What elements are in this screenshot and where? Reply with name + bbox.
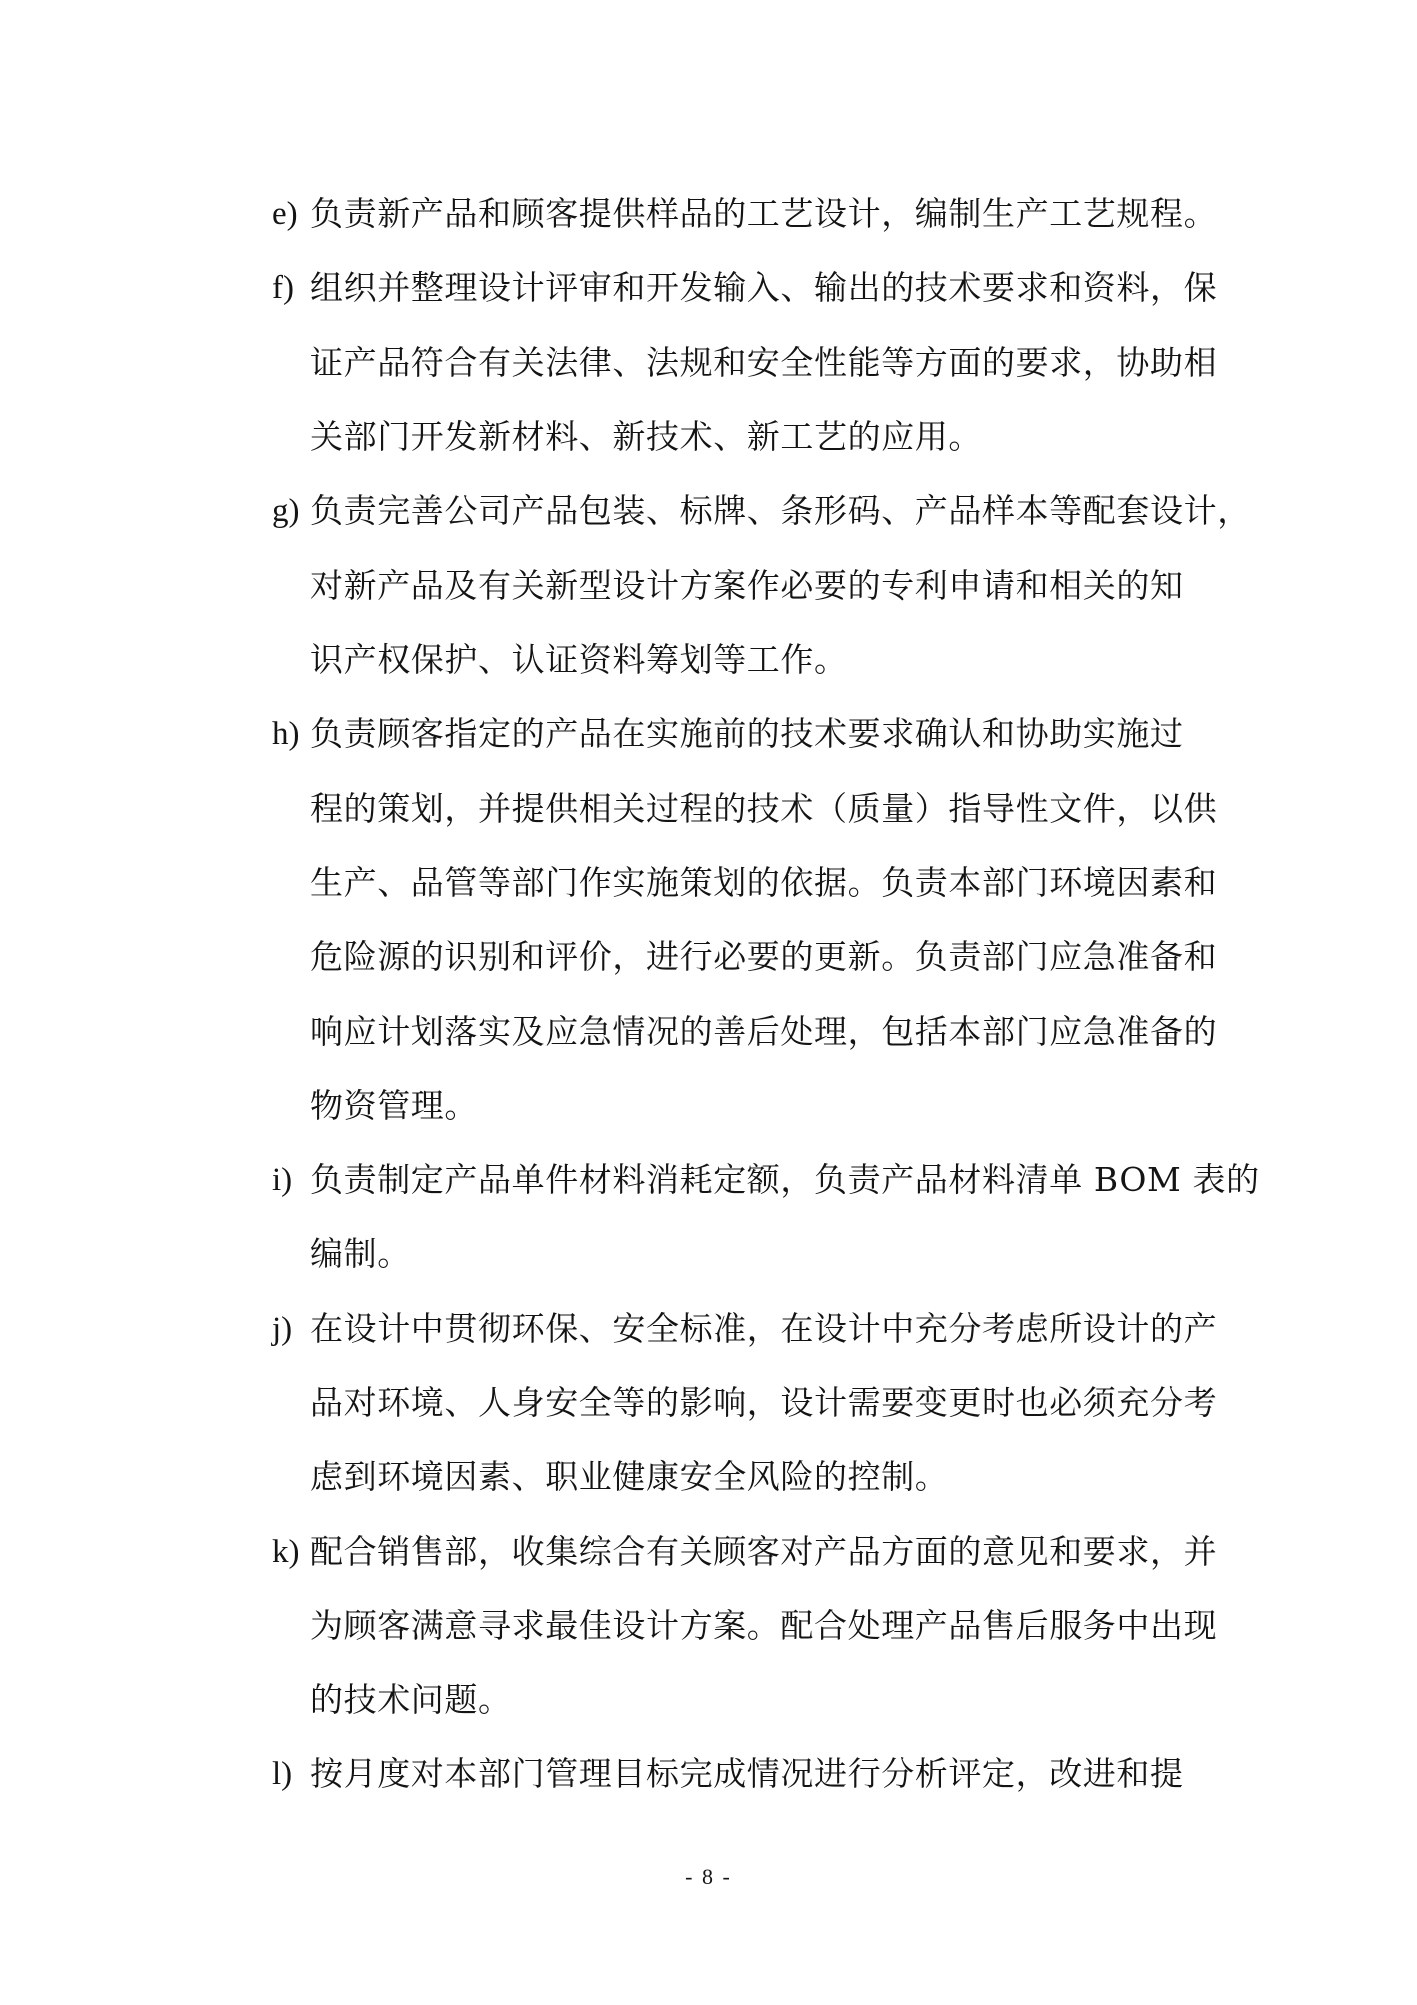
item-label-g: g) — [272, 493, 300, 529]
item-label-f: f) — [272, 270, 294, 306]
item-e-line-1: 负责新产品和顾客提供样品的工艺设计，编制生产工艺规程。 — [310, 194, 1218, 233]
item-label-e: e) — [272, 196, 298, 232]
item-h-line-5: 响应计划落实及应急情况的善后处理，包括本部门应急准备的 — [310, 1012, 1218, 1051]
item-k-line-2: 为顾客满意寻求最佳设计方案。配合处理产品售后服务中出现 — [310, 1606, 1218, 1645]
item-k-line-1: 配合销售部，收集综合有关顾客对产品方面的意见和要求，并 — [310, 1532, 1218, 1571]
item-h-line-3: 生产、品管等部门作实施策划的依据。负责本部门环境因素和 — [310, 863, 1218, 902]
item-label-h: h) — [272, 716, 300, 752]
item-f-line-3: 关部门开发新材料、新技术、新工艺的应用。 — [310, 417, 982, 456]
item-f-line-1: 组织并整理设计评审和开发输入、输出的技术要求和资料，保 — [310, 268, 1218, 307]
item-label-l: l) — [272, 1756, 293, 1792]
item-label-j: j) — [272, 1311, 293, 1347]
item-label-k: k) — [272, 1534, 300, 1570]
item-j-line-2: 品对环境、人身安全等的影响，设计需要变更时也必须充分考 — [310, 1383, 1218, 1422]
item-j-line-1: 在设计中贯彻环保、安全标准，在设计中充分考虑所设计的产 — [310, 1309, 1218, 1348]
page-number: - 8 - — [685, 1864, 732, 1889]
item-l-line-1: 按月度对本部门管理目标完成情况进行分析评定，改进和提 — [310, 1754, 1184, 1793]
item-j-line-3: 虑到环境因素、职业健康安全风险的控制。 — [310, 1457, 949, 1496]
item-k-line-3: 的技术问题。 — [310, 1680, 512, 1719]
item-h-line-6: 物资管理。 — [310, 1086, 478, 1125]
item-h-line-2: 程的策划，并提供相关过程的技术（质量）指导性文件，以供 — [310, 789, 1218, 828]
item-label-i: i) — [272, 1162, 293, 1198]
item-g-line-2: 对新产品及有关新型设计方案作必要的专利申请和相关的知 — [310, 566, 1184, 605]
item-h-line-4: 危险源的识别和评价，进行必要的更新。负责部门应急准备和 — [310, 937, 1218, 976]
item-g-line-3: 识产权保护、认证资料筹划等工作。 — [310, 640, 848, 679]
item-i-line-2: 编制。 — [310, 1234, 411, 1273]
item-i-line-1: 负责制定产品单件材料消耗定额，负责产品材料清单 BOM 表的 — [310, 1160, 1260, 1199]
item-g-line-1: 负责完善公司产品包装、标牌、条形码、产品样本等配套设计， — [310, 491, 1251, 530]
item-f-line-2: 证产品符合有关法律、法规和安全性能等方面的要求，协助相 — [310, 343, 1218, 382]
item-h-line-1: 负责顾客指定的产品在实施前的技术要求确认和协助实施过 — [310, 714, 1184, 753]
